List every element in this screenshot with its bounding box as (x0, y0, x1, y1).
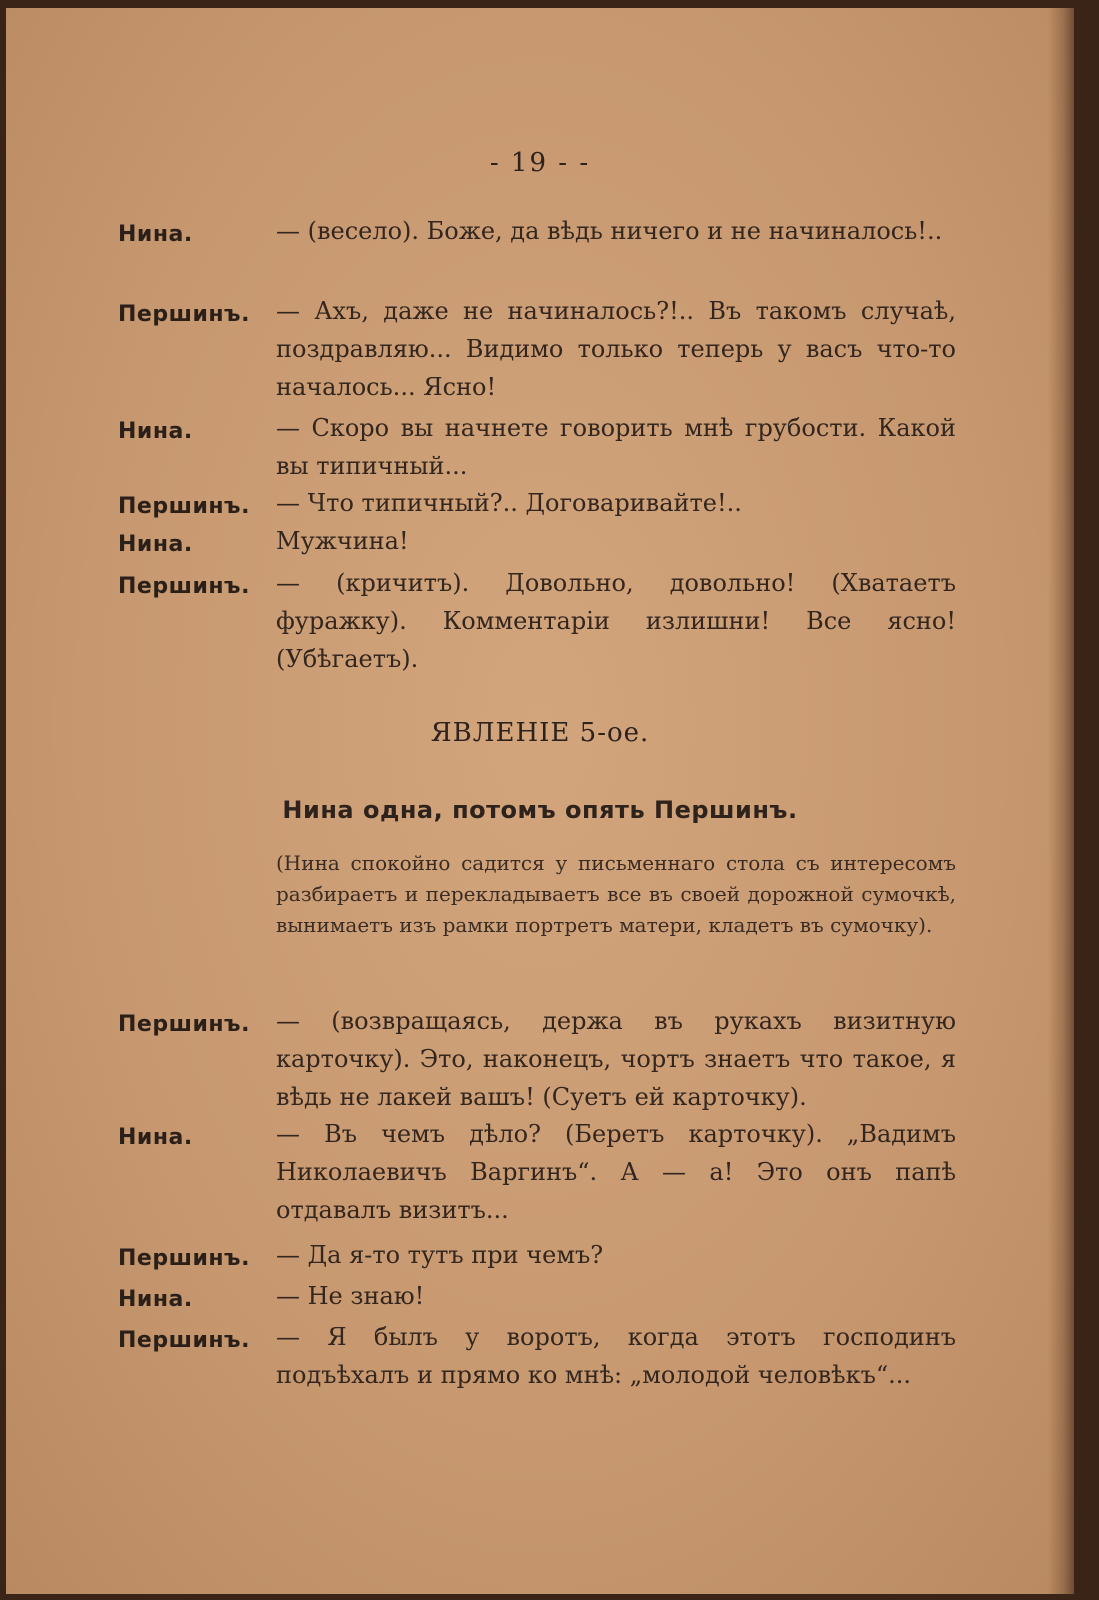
line-text: — Не знаю! (276, 1282, 425, 1310)
speaker-name: Першинъ. (118, 1328, 250, 1353)
scene-title: ЯВЛЕНІЕ 5-ое. (430, 718, 650, 748)
speaker-name: Першинъ. (118, 574, 250, 599)
line-text: — (весело). Боже, да вѣдь ничего и не начиналось!.. (276, 217, 943, 245)
line-text: — (кричитъ). Довольно, довольно! (Хватаетъ фуражку). Комментаріи излишни! Все ясно! (Убѣгаетъ). (276, 569, 956, 673)
line-text: — Ахъ, даже не начиналось?!.. Въ такомъ случаѣ, поздравляю... Видимо только теперь у васъ что-то началось... Ясно! (276, 297, 956, 401)
line-text: — Да я-то тутъ при чемъ? (276, 1241, 604, 1269)
line-text: — (возвращаясь, держа въ рукахъ визитную карточку). Это, наконецъ, чортъ знаетъ что такое, я вѣдь не лакей вашъ! (Суетъ ей карточку). (276, 1007, 956, 1111)
speaker-name: Нина. (118, 532, 193, 557)
speaker-name: Нина. (118, 419, 193, 444)
book-page (6, 8, 1074, 1594)
page-number: - 19 - - (489, 148, 591, 178)
line-text: — Скоро вы начнете говорить мнѣ грубости. Какой вы типичный... (276, 414, 956, 480)
speaker-name: Першинъ. (118, 302, 250, 327)
line-text: Мужчина! (276, 527, 409, 555)
speaker-name: Нина. (118, 1125, 193, 1150)
speaker-name: Першинъ. (118, 1012, 250, 1037)
line-text: — Что типичный?.. Договаривайте!.. (276, 489, 742, 517)
stage-direction: (Нина спокойно садится у письменнаго стола съ интересомъ разбираетъ и перекладываетъ все въ своей дорожной сумочкѣ, вынимаетъ изъ рамки портретъ матери, кладетъ въ сумочку). (276, 851, 956, 937)
scene-cast: Нина одна, потомъ опять Першинъ. (282, 796, 798, 824)
speaker-name: Нина. (118, 1287, 193, 1312)
speaker-name: Нина. (118, 222, 193, 247)
speaker-name: Першинъ. (118, 1246, 250, 1271)
line-text: — Я былъ у воротъ, когда этотъ господинъ подъѣхалъ и прямо ко мнѣ: „молодой человѣкъ“... (276, 1323, 956, 1389)
speaker-name: Першинъ. (118, 494, 250, 519)
line-text: — Въ чемъ дѣло? (Беретъ карточку). „Вадимъ Николаевичъ Варгинъ“. А — а! Это онъ папѣ отдавалъ визитъ... (276, 1120, 956, 1224)
